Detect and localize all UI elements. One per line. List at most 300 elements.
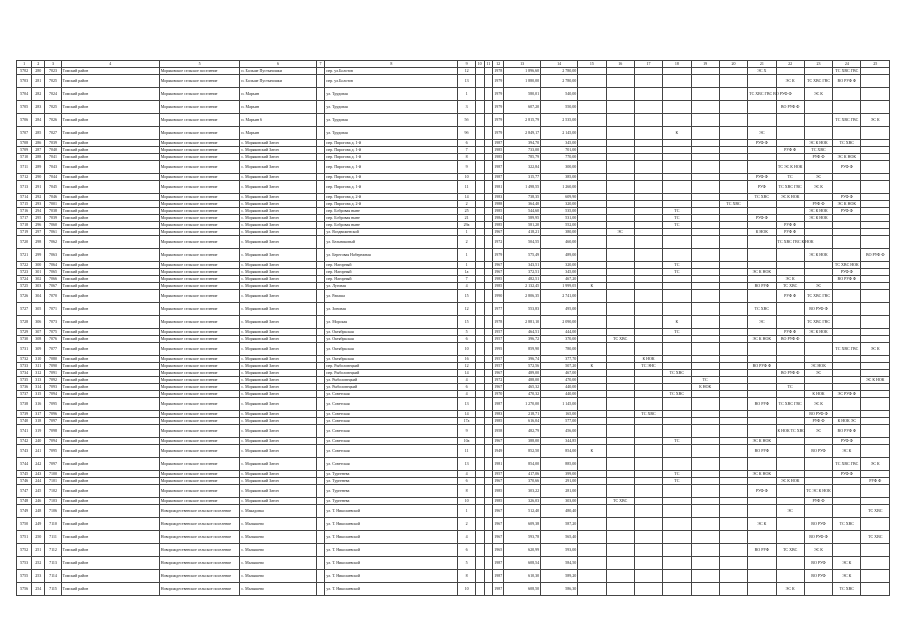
table-cell (663, 174, 691, 181)
table-cell (861, 411, 890, 418)
table-cell (484, 249, 493, 262)
table-cell (804, 229, 832, 236)
table-cell: ул. Тургенева (325, 485, 458, 498)
table-cell: 244 (32, 478, 45, 485)
table-cell (634, 370, 662, 377)
table-cell: 2 881,10 (504, 316, 541, 329)
table-cell: 388,00 (504, 438, 541, 445)
table-cell: 608,54 (504, 557, 541, 570)
table-cell (833, 498, 861, 505)
table-cell (475, 398, 484, 411)
table-cell: 300 (32, 262, 45, 269)
table-cell (578, 127, 606, 140)
table-cell: 298 (32, 236, 45, 249)
table-cell (475, 370, 484, 377)
table-cell (804, 458, 832, 471)
table-cell: 7100 (45, 471, 61, 478)
table-cell (484, 316, 493, 329)
table-cell (719, 269, 747, 276)
table-cell: Моряковское сельское поселение (159, 471, 240, 478)
table-cell (748, 201, 776, 208)
table-cell: 280 (32, 68, 45, 75)
table-cell: К НОК (804, 391, 832, 398)
table-cell: 1957 (494, 356, 503, 361)
table-row (17, 363, 890, 370)
table-cell: 9 (458, 425, 475, 438)
table-cell (606, 356, 634, 363)
table-cell: 242 (32, 458, 45, 471)
table-cell (316, 262, 325, 269)
table-cell: 372,51 (504, 269, 541, 276)
table-cell: 607,20 (504, 101, 541, 114)
table-cell (719, 303, 747, 316)
table-cell: 581,20 (504, 222, 541, 229)
table-cell (475, 68, 484, 75)
table-cell: ЭС К НОК (776, 194, 804, 201)
table-cell: Томский район (61, 101, 159, 114)
table-cell (776, 343, 804, 356)
table-cell (663, 531, 691, 544)
column-number: 8 (325, 61, 458, 68)
table-cell: 7110 (45, 518, 61, 531)
table-cell: ВО РУФ (748, 445, 776, 458)
table-cell: Новорождественское сельское поселение (159, 518, 240, 531)
table-cell (719, 222, 747, 229)
table-cell: 1987 (493, 583, 504, 596)
table-cell: с. Моряковский Затон (240, 290, 316, 303)
table-cell: 9б (458, 127, 475, 140)
column-number: 19 (691, 61, 719, 68)
table-cell (804, 262, 832, 269)
table-row (17, 276, 890, 283)
table-cell: 385,00 (541, 174, 578, 181)
table-cell: 1985 (494, 222, 503, 227)
table-row (17, 269, 890, 276)
table-cell: 370,66 (504, 478, 541, 485)
table-cell (606, 329, 634, 336)
table-cell (663, 583, 691, 596)
table-row (17, 411, 890, 418)
table-cell (719, 140, 747, 147)
table-cell: Томский район (61, 544, 159, 557)
table-cell (634, 127, 662, 140)
table-cell: Новорождественское сельское поселение (159, 544, 240, 557)
table-row (17, 384, 890, 391)
table-row (17, 283, 890, 290)
table-cell (484, 398, 493, 411)
table-cell: 7103 (45, 498, 61, 505)
table-cell: ТС ХВС ГВС (804, 75, 832, 88)
table-cell (833, 363, 861, 370)
table-cell: ул. Советская (325, 445, 458, 458)
table-cell (719, 290, 747, 303)
table-cell: ЭС К НОК (748, 336, 776, 343)
table-cell (663, 249, 691, 262)
table-cell (719, 215, 747, 222)
table-cell: 489,00 (541, 249, 578, 262)
table-cell (634, 262, 662, 269)
table-cell: 488,00 (504, 377, 541, 384)
table-cell (484, 201, 493, 208)
table-cell: ТС ХВС (663, 370, 691, 377)
table-cell: с. Моряковский Затон (240, 174, 316, 181)
table-cell: 780,00 (541, 343, 578, 356)
table-cell (691, 478, 719, 485)
table-cell: 1979 (493, 249, 504, 262)
table-cell (475, 329, 484, 336)
table-cell: Моряковское сельское поселение (159, 363, 240, 370)
table-cell: 314 (32, 384, 45, 391)
table-cell: 303,22 (504, 485, 541, 498)
table-cell: с. Моряковский Затон (240, 391, 316, 398)
table-cell (484, 518, 493, 531)
table-cell: Томский район (61, 140, 159, 147)
table-cell: 1981 (493, 458, 504, 471)
table-cell (484, 174, 493, 181)
table-row (17, 249, 890, 262)
table-cell (578, 222, 606, 229)
table-cell (833, 485, 861, 498)
table-cell: Томский район (61, 557, 159, 570)
table-cell (663, 336, 691, 343)
table-cell (804, 269, 832, 276)
table-cell: Томский район (61, 276, 159, 283)
table-cell: с. Моряковский Затон (240, 329, 316, 336)
table-cell: К (578, 363, 606, 370)
table-cell: ЭС К (804, 181, 832, 194)
table-cell (861, 570, 890, 583)
table-cell: 2 (458, 201, 475, 208)
table-cell: Моряковское сельское поселение (159, 445, 240, 458)
column-number: 7 (316, 61, 325, 68)
table-cell: 5740 (17, 418, 32, 425)
table-cell (776, 249, 804, 262)
table-cell: ТС ХВС (833, 583, 861, 596)
table-cell (578, 329, 606, 336)
table-cell: Моряковское сельское поселение (159, 425, 240, 438)
table-cell (634, 471, 662, 478)
table-cell (606, 215, 634, 222)
table-cell: п. Марьин (240, 88, 316, 101)
table-row (17, 208, 890, 215)
table-cell: 467,20 (541, 276, 578, 283)
table-cell (719, 236, 747, 249)
table-cell (606, 269, 634, 276)
table-cell (861, 418, 890, 425)
table-cell (861, 236, 890, 249)
table-cell (861, 181, 890, 194)
table-cell: ул. Советская (325, 411, 458, 418)
table-cell (606, 201, 634, 208)
table-cell: 12 (458, 68, 475, 75)
table-cell: ул. Советская (325, 425, 458, 438)
table-cell: 5755 (17, 570, 32, 583)
table-cell: Томский район (61, 384, 159, 391)
table-cell (833, 356, 861, 363)
table-cell: 299 (32, 249, 45, 262)
table-cell: 1957 (494, 329, 503, 334)
table-cell (634, 498, 662, 505)
table-cell (606, 114, 634, 127)
table-cell: ЭС К (861, 343, 890, 356)
table-cell: 7071 (45, 303, 61, 316)
table-cell: 7041 (45, 154, 61, 161)
table-cell (833, 290, 861, 303)
table-cell (719, 384, 747, 391)
table-cell: 5729 (17, 329, 32, 336)
table-cell: 1987 (494, 140, 503, 145)
table-cell: ТС ХВС (634, 411, 662, 418)
table-cell: 7077 (45, 343, 61, 356)
table-cell (691, 127, 719, 140)
table-cell: Томский район (61, 88, 159, 101)
table-cell: К (663, 316, 691, 329)
table-cell (578, 518, 606, 531)
table-cell (606, 583, 634, 596)
table-cell: пер. Пирогова д. 1-й (325, 174, 458, 181)
table-cell (316, 194, 325, 201)
table-cell (663, 458, 691, 471)
table-cell (833, 283, 861, 290)
table-cell (606, 316, 634, 329)
table-cell: ТС ХВС (606, 498, 634, 505)
table-cell (316, 363, 325, 370)
table-cell: 859,90 (504, 343, 541, 356)
table-cell: 1 896,60 (504, 68, 541, 75)
table-cell (861, 471, 890, 478)
table-cell (776, 303, 804, 316)
table-cell (484, 458, 493, 471)
table-row (17, 290, 890, 303)
table-cell: с. Моряковский Затон (240, 201, 316, 208)
table-cell: 7076 (45, 336, 61, 343)
table-cell (606, 377, 634, 384)
table-cell: 313 (32, 377, 45, 384)
table-cell: 1985 (494, 154, 503, 159)
table-cell: п. Марьин 6 (240, 114, 316, 127)
table-cell (748, 498, 776, 505)
table-cell: пер. Бобровая ныне (325, 222, 458, 229)
table-cell (663, 398, 691, 411)
table-cell: с. Моряковский Затон (240, 445, 316, 458)
table-cell: пер. Нагорный (325, 276, 458, 283)
table-cell (578, 391, 606, 398)
table-cell: Томский район (61, 391, 159, 398)
table-cell: 10 (458, 498, 475, 505)
table-cell: с. Моряковский Затон (240, 418, 316, 425)
table-cell (634, 343, 662, 356)
table-cell: РУФ Ф (804, 154, 832, 161)
table-cell (691, 154, 719, 161)
table-cell: с. Моряковский Затон (240, 147, 316, 154)
table-cell (861, 316, 890, 329)
table-cell: 482,79 (504, 425, 541, 438)
table-cell: ТС ХВС (748, 194, 776, 201)
table-cell: с. Моряковский Затон (240, 498, 316, 505)
table-cell (861, 391, 890, 398)
table-cell: 5751 (17, 531, 32, 544)
table-cell (719, 377, 747, 384)
table-cell (475, 208, 484, 215)
table-cell (691, 343, 719, 356)
table-cell (606, 411, 634, 418)
table-cell (833, 127, 861, 140)
table-cell (316, 283, 325, 290)
table-row (17, 544, 890, 557)
table-cell: 14 (458, 194, 475, 201)
table-cell (663, 201, 691, 208)
table-cell (316, 329, 325, 336)
table-cell: 290 (32, 174, 45, 181)
table-cell: Томский район (61, 174, 159, 181)
table-cell: ул. Тургенева (325, 498, 458, 505)
table-cell (606, 458, 634, 471)
table-cell (606, 518, 634, 531)
table-cell (833, 384, 861, 391)
table-cell: 7090 (45, 363, 61, 370)
table-cell: 770,00 (541, 154, 578, 161)
table-row (17, 445, 890, 458)
table-cell (316, 236, 325, 249)
table-cell: РУФ Ф (748, 174, 776, 181)
table-cell: Томский район (61, 485, 159, 498)
table-cell: 1987 (494, 174, 503, 179)
table-cell: Томский район (61, 147, 159, 154)
table-cell (719, 544, 747, 557)
table-cell: 8 (458, 570, 475, 583)
table-cell: 5 (458, 557, 475, 570)
table-cell: ЭС (606, 229, 634, 236)
table-cell: 1 (458, 229, 475, 236)
table-cell (578, 236, 606, 249)
table-cell (748, 262, 776, 269)
table-cell: 1 498,55 (504, 181, 541, 194)
table-cell (606, 363, 634, 370)
table-cell (634, 384, 662, 391)
table-cell: ул. Т. Николаевской (325, 505, 458, 518)
table-cell: 5б (458, 114, 475, 127)
table-cell: с. Моряковский Затон (240, 411, 316, 418)
table-row (17, 316, 890, 329)
table-cell: Томский район (61, 303, 159, 316)
table-cell (578, 194, 606, 201)
table-cell (719, 505, 747, 518)
table-cell (316, 229, 325, 236)
table-cell (663, 418, 691, 425)
table-cell: Новорождественское сельское поселение (159, 505, 240, 518)
table-cell: РУФ Ф (833, 161, 861, 174)
table-cell: Томский район (61, 181, 159, 194)
table-cell: 9 (458, 161, 475, 174)
table-cell: Томский район (61, 438, 159, 445)
table-cell (691, 485, 719, 498)
table-cell: Моряковское сельское поселение (159, 498, 240, 505)
table-cell (578, 370, 606, 377)
table-cell (606, 88, 634, 101)
table-cell (484, 215, 493, 222)
table-cell (475, 391, 484, 398)
table-cell (578, 161, 606, 174)
table-cell (606, 174, 634, 181)
table-cell: 14 (458, 411, 475, 418)
table-cell (833, 398, 861, 411)
table-cell: ТС ХВС ГВС (833, 343, 861, 356)
table-cell: Томский район (61, 411, 159, 418)
column-number: 6 (240, 61, 316, 68)
table-cell: 550,00 (541, 101, 578, 114)
table-cell: 3 (458, 101, 475, 114)
table-row (17, 161, 890, 174)
table-cell: пер. Бобровая ныне (325, 208, 458, 215)
table-cell: 1 (458, 505, 475, 518)
table-cell: 440,00 (541, 391, 578, 398)
table-cell: 295 (32, 215, 45, 222)
table-cell: 293 (32, 201, 45, 208)
table-cell: ВО РУФ Ф (804, 303, 832, 316)
table-cell: 292 (32, 194, 45, 201)
table-cell: Томский район (61, 498, 159, 505)
table-cell: 245 (32, 485, 45, 498)
table-cell: Моряковское сельское поселение (159, 174, 240, 181)
table-cell: с. Моряковский Затон (240, 269, 316, 276)
table-cell (861, 229, 890, 236)
table-cell: с. Макадовка (240, 505, 316, 518)
table-cell: 5724 (17, 276, 32, 283)
table-cell: с. Моряковский Затон (240, 262, 316, 269)
table-row (17, 101, 890, 114)
table-cell: ул. Советская (325, 398, 458, 411)
table-cell: с. Моряковский Затон (240, 194, 316, 201)
table-cell: Томский район (61, 478, 159, 485)
table-cell (475, 114, 484, 127)
table-cell: ул. Т. Николаевской (325, 583, 458, 596)
table-cell: Моряковское сельское поселение (159, 201, 240, 208)
table-cell (719, 485, 747, 498)
table-cell: Новорождественское сельское поселение (159, 531, 240, 544)
table-cell (316, 485, 325, 498)
table-cell: Моряковское сельское поселение (159, 356, 240, 363)
table-cell: ул. Бельниковый (325, 236, 458, 249)
table-cell: 444,00 (541, 329, 578, 336)
table-cell (484, 343, 493, 356)
table-cell (578, 68, 606, 75)
table-cell: 300,00 (541, 161, 578, 174)
table-cell (484, 570, 493, 583)
table-cell: РУФ Ф (804, 418, 832, 425)
table-cell: К НОК (748, 229, 776, 236)
table-cell (316, 140, 325, 147)
table-cell (776, 458, 804, 471)
table-cell: 7115 (45, 583, 61, 596)
table-cell (833, 229, 861, 236)
table-cell: 311 (32, 363, 45, 370)
table-cell: 29а (458, 222, 475, 229)
table-cell (634, 75, 662, 88)
table-cell: с. Моряковский Затон (240, 458, 316, 471)
table-cell (719, 411, 747, 418)
table-cell: 5711 (17, 161, 32, 174)
table-cell: 218,71 (504, 411, 541, 418)
table-cell: 1972 (493, 236, 504, 249)
table-cell (691, 505, 719, 518)
table-cell (748, 208, 776, 215)
table-cell: с. Малышево (240, 557, 316, 570)
table-cell: 5717 (17, 215, 32, 222)
table-cell: Моряковское сельское поселение (159, 154, 240, 161)
table-cell (316, 114, 325, 127)
table-cell (804, 114, 832, 127)
table-cell: ВО РУФ (804, 570, 832, 583)
